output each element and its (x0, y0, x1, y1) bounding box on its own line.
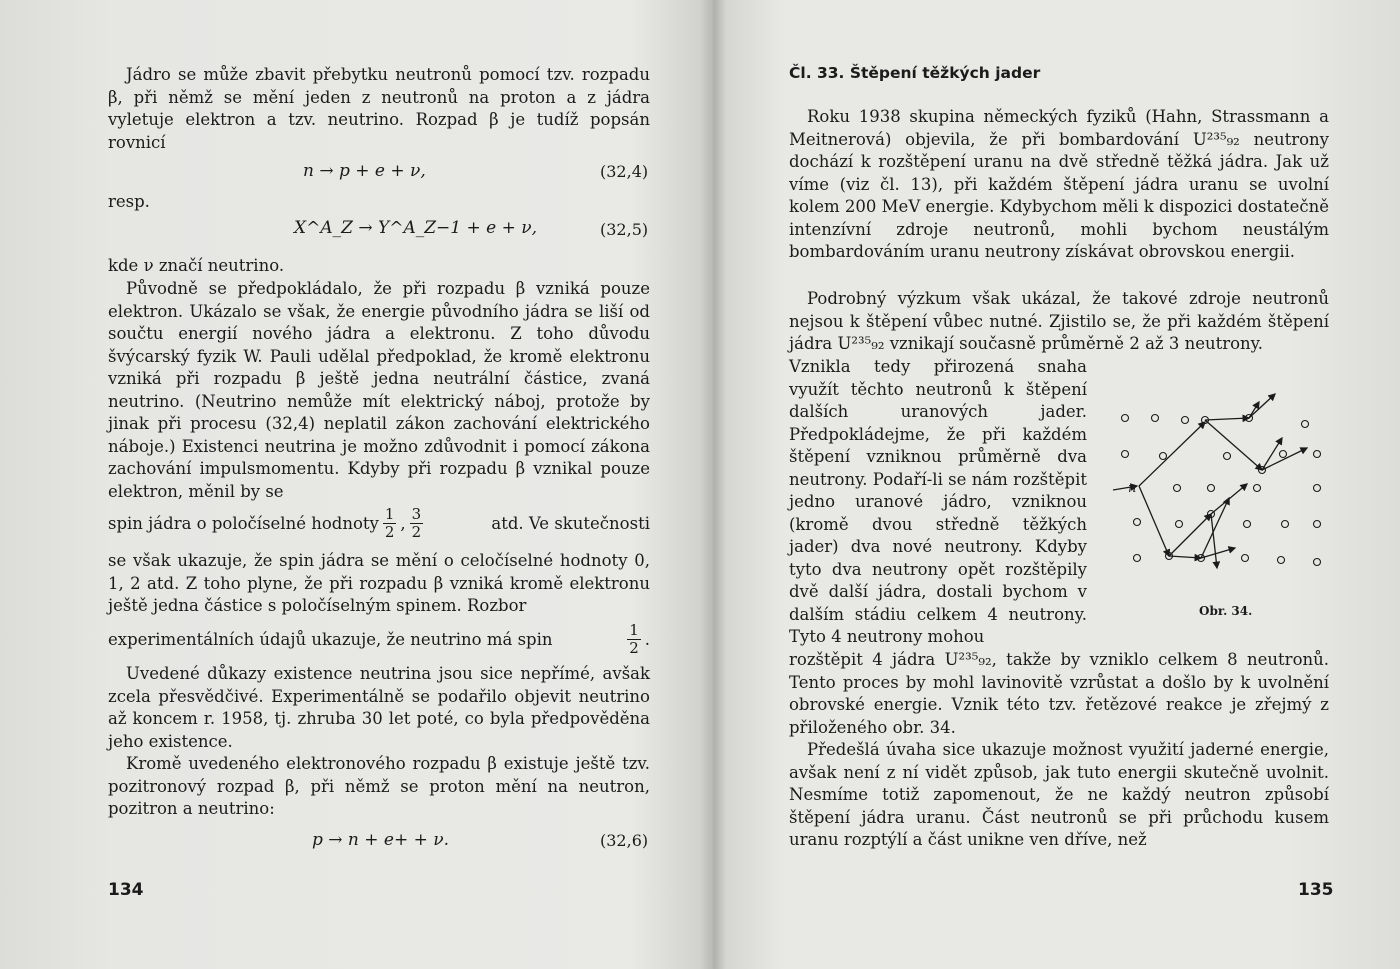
left-paragraph-3 (108, 278, 650, 503)
page-number-left: 134 (108, 880, 144, 900)
right-paragraph-4: rozštěpit 4 jádra U²³⁵₉₂, takže by vzniklo celkem 8 neutronů. Tento proces by mohl lavinovitě vzrůstat a došlo by k uvolnění obrovské energie. Vznik této tzv. řetězové reakce je zřejmý z přiloženého obr. 34. (789, 650, 1329, 737)
left-p3-text: Původně se předpokládalo, že při rozpadu β vzniká pouze elektron. Ukázalo se však, že energie původního jádra se liší od součtu energií nového jádra a elektronu. Z toho důvodu švýcarský fyzik W. Pauli udělal předpoklad, že kromě elektronu vzniká při rozpadu β ještě jedna neutrální částice, zvaná neutrino. (Neutrino nemůže mít elektrický náboj, protože by jinak při procesu (32,4) neplatil zákon zachování elektrického náboje.) Existenci neutrina je možno zdůvodnit i pomocí zákona zachování impulsmomentu. Kdyby při rozpadu β vznikal pouze elektron, měnil by se (108, 279, 650, 501)
equation-number-32-6: (32,6) (600, 831, 649, 850)
right-p1-text: Roku 1938 skupina německých fyziků (Hahn, Strassmann a Meitnerová) objevila, že při bombardování U²³⁵₉₂ neutrony dochází k rozštěpení uranu na dvě středně těžká jádra. Jak už víme (viz čl. 13), při každém štěpení jádra uranu se uvolní kolem 200 MeV energie. Kdybychom měli k dispozici dostatečně intenzívní zdroje neutronů, mohli bychom neustálým bombardováním uranu neutrony získávat obrovskou energii. (789, 107, 1329, 261)
chapter-heading: Čl. 33. Štěpení těžkých jader (789, 64, 1041, 82)
right-paragraph-1 (789, 106, 1329, 264)
equation-32-6: p → n + e+ + ν. (312, 830, 450, 850)
fraction-three-halves (410, 506, 424, 541)
equation-number-32-5: (32,5) (600, 220, 649, 239)
equation-number-32-4: (32,4) (600, 162, 649, 181)
right-paragraph-5 (789, 739, 1329, 852)
experiment-line-text: experimentálních údajů ukazuje, že neutrino má spin (108, 630, 553, 649)
right-p2-text: Podrobný výzkum však ukázal, že takové zdroje neutronů nejsou k štěpení vůbec nutné. Zjistilo se, že při každém štěpení jádra U²³⁵₉₂ vznikají současně průměrně 2 až 3 neutrony. (789, 289, 1329, 353)
fraction-numerator: 1 (629, 621, 639, 639)
spin-line-end: atd. Ve skutečnosti (491, 514, 650, 533)
left-p6-text: Kromě uvedeného elektronového rozpadu β existuje ještě tzv. pozitronový rozpad β, při němž se proton mění na neutron, pozitron a neutrino: (108, 754, 650, 818)
left-paragraph-1 (108, 64, 650, 154)
equation-32-5: X^A_Z → Y^A_Z−1 + e + ν, (294, 218, 538, 238)
right-paragraph-3: Vznikla tedy přirozená snaha využít těchto neutronů k štěpení dalších uranových jader. Předpokládejme, že při každém štěpení vzniknou průměrně dva neutrony. Podaří-li se nám rozštěpit jedno uranové jádro, vzniknou (kromě dvou středně těžkých jader) dva nové neutrony. Kdyby tyto dva neutrony opět rozštěpily dvě další jádra, dostali bychom v dalším stádiu celkem 4 neutrony. Tyto 4 neutrony mohou (789, 357, 1087, 646)
right-page (712, 0, 1400, 969)
left-paragraph-2: kde ν značí neutrino. (108, 256, 285, 275)
left-p1-text: Jádro se může zbavit přebytku neutronů pomocí tzv. rozpadu β, při němž se mění jeden z neutronů na proton a z jádra vyletuje elektron a tzv. neutrino. Rozpad β je tudíž popsán rovnicí (108, 65, 650, 152)
left-paragraph-4: se však ukazuje, že spin jádra se mění o celočíselné hodnoty 0, 1, 2 atd. Z toho plyne, že při rozpadu β vzniká kromě elektronu ještě jedna částice s poločíselným spinem. Rozbor (108, 551, 650, 615)
experiment-line: experimentálních údajů ukazuje, že neutrino má spin $\frac{1}{2}$ . (108, 621, 650, 657)
fraction-one-half (383, 506, 397, 541)
spin-line: spin jádra o poločíselné hodnoty $\frac{1}{2}$ , $\frac{3}{2}$ atd. Ve skutečnosti (108, 505, 650, 541)
equation-32-4: n → p + e + ν, (303, 161, 426, 181)
left-paragraph-6 (108, 753, 650, 821)
right-paragraph-2 (789, 288, 1329, 356)
fraction-numerator: 1 (384, 505, 395, 523)
resp-label: resp. (108, 192, 150, 211)
figure-neutron-label: n (1128, 481, 1137, 496)
figure-caption: Obr. 34. (1199, 604, 1253, 618)
neutron-paths (1113, 394, 1307, 568)
chain-reaction-figure (1107, 384, 1332, 589)
fraction-spin-one-half (627, 622, 641, 657)
fraction-numerator: 3 (411, 505, 422, 523)
spin-line-text: spin jádra o poločíselné hodnoty (108, 514, 379, 533)
uranium-nuclei (1122, 415, 1321, 566)
right-p5-text: Předešlá úvaha sice ukazuje možnost využití jaderné energie, avšak není z ní vidět způsob, jak tuto energii skutečně uvolnit. Nesmíme totiž zapomenout, že ne každý neutron způsobí štěpení jádra uranu. Část neutronů se při průchodu kusem uranu rozptýlí a část unikne ven dříve, než (789, 740, 1329, 849)
fraction-denominator: 2 (384, 523, 395, 541)
page-number-right: 135 (1298, 880, 1334, 900)
fraction-denominator: 2 (629, 639, 639, 657)
fraction-denominator: 2 (411, 523, 422, 541)
left-p5-text: Uvedené důkazy existence neutrina jsou sice nepřímé, avšak zcela přesvědčivé. Experimentálně se podařilo objevit neutrino až koncem r. 1958, tj. zhruba 30 let poté, co byla předpověděna jeho existence. (108, 664, 650, 751)
left-paragraph-5 (108, 663, 650, 753)
